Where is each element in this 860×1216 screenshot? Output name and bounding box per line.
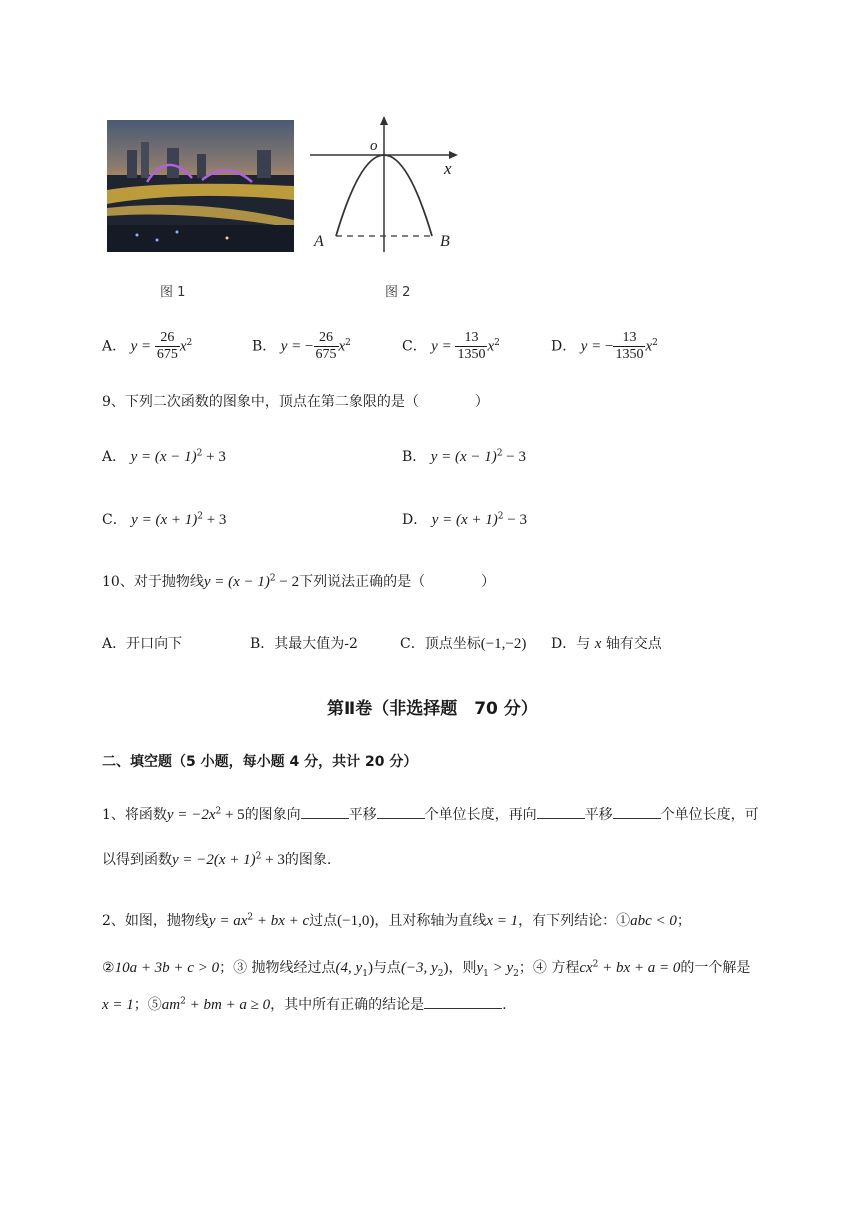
answer-blank-4[interactable] [613, 806, 661, 819]
q8-b-fraction: $\frac{26}{675}$ [315, 330, 337, 362]
q8-c-fraction: $\frac{13}{1350}$ [457, 330, 486, 362]
fill-q2-line2: ②10a + 3b + c > 0；③ 抛物线经过点(4, $y_1$)与点(−3, $y_2$)，则$y_1 > y_2$；④ 方程$cx^2$ + bx + a = 0的一个解是 [102, 959, 751, 979]
q8-d-fraction: $\frac{13}{1350}$ [615, 330, 644, 362]
figure-1-caption: 图 1 [160, 285, 186, 300]
q9-option-c[interactable]: C． $y = (x + 1)^2 + 3$ [102, 511, 227, 528]
q10-option-c[interactable]: C．顶点坐标(−1,−2) [400, 636, 527, 652]
point-b-label: B [440, 233, 450, 250]
q10-option-a[interactable]: A．开口向下 [102, 636, 183, 652]
x-axis-label: x [444, 159, 452, 178]
q8-option-a[interactable]: A． y = $\frac{26}{675}$ $x^2$ [102, 330, 193, 362]
fill-q1-line2: 以得到函数$y = -2(x + 1)^2 + 3$的图象. [102, 851, 332, 868]
origin-label: o [370, 138, 378, 154]
x-axis-arrow [449, 151, 458, 159]
q10-option-b[interactable]: B．其最大值为-2 [250, 636, 358, 652]
figure-2-caption: 图 2 [385, 285, 411, 300]
q10-stem: 10、对于抛物线$y = (x - 1)^2 - 2$下列说法正确的是（ ） [102, 573, 496, 590]
parabola-diagram [306, 112, 466, 257]
fill-q1-line1: 1、将函数$y = -2x^2 + 5$的图象向 平移 个单位长度，再向 平移 个单位长度，可 [102, 806, 759, 823]
q8-a-fraction: $\frac{26}{675}$ [156, 330, 178, 362]
figure-1-photo [107, 120, 294, 252]
answer-blank-2[interactable] [377, 806, 425, 819]
q8-option-c[interactable]: C． y = $\frac{13}{1350}$ $x^2$ [402, 330, 500, 362]
q9-option-d[interactable]: D． $y = (x + 1)^2 - 3$ [402, 511, 527, 528]
fill-q2-line3: x = 1；$⑤am^2$ + bm + a ≥ 0，其中所有正确的结论是 . [102, 996, 507, 1013]
section-2-title: 第Ⅱ卷（非选择题 70 分） [327, 699, 538, 719]
q8-option-b[interactable]: B． y = − $\frac{26}{675}$ $x^2$ [252, 330, 351, 362]
q8-option-d[interactable]: D． y = − $\frac{13}{1350}$ $x^2$ [551, 330, 658, 362]
figure-2-parabola [306, 112, 466, 257]
q10-option-d[interactable]: D．与 x 轴有交点 [551, 636, 662, 652]
q9-option-b[interactable]: B． $y = (x - 1)^2 - 3$ [402, 448, 527, 465]
answer-blank-1[interactable] [301, 806, 349, 819]
fill-q2-line1: 2、如图，抛物线$y = ax^2$ + bx + c过点(−1,0)，且对称轴为直线x = 1，有下列结论：①abc < 0； [102, 912, 691, 929]
q9-stem: 9、下列二次函数的图象中，顶点在第二象限的是（ ） [102, 394, 489, 410]
q9-option-a[interactable]: A． $y = (x - 1)^2 + 3$ [102, 448, 226, 465]
answer-blank-3[interactable] [537, 806, 585, 819]
section-2-subtitle: 二、填空题（5 小题，每小题 4 分，共计 20 分） [102, 754, 418, 770]
point-a-label: A [314, 233, 324, 250]
y-axis-arrow [380, 116, 388, 125]
answer-blank-5[interactable] [424, 996, 502, 1009]
bridge-photo-image [107, 120, 294, 252]
